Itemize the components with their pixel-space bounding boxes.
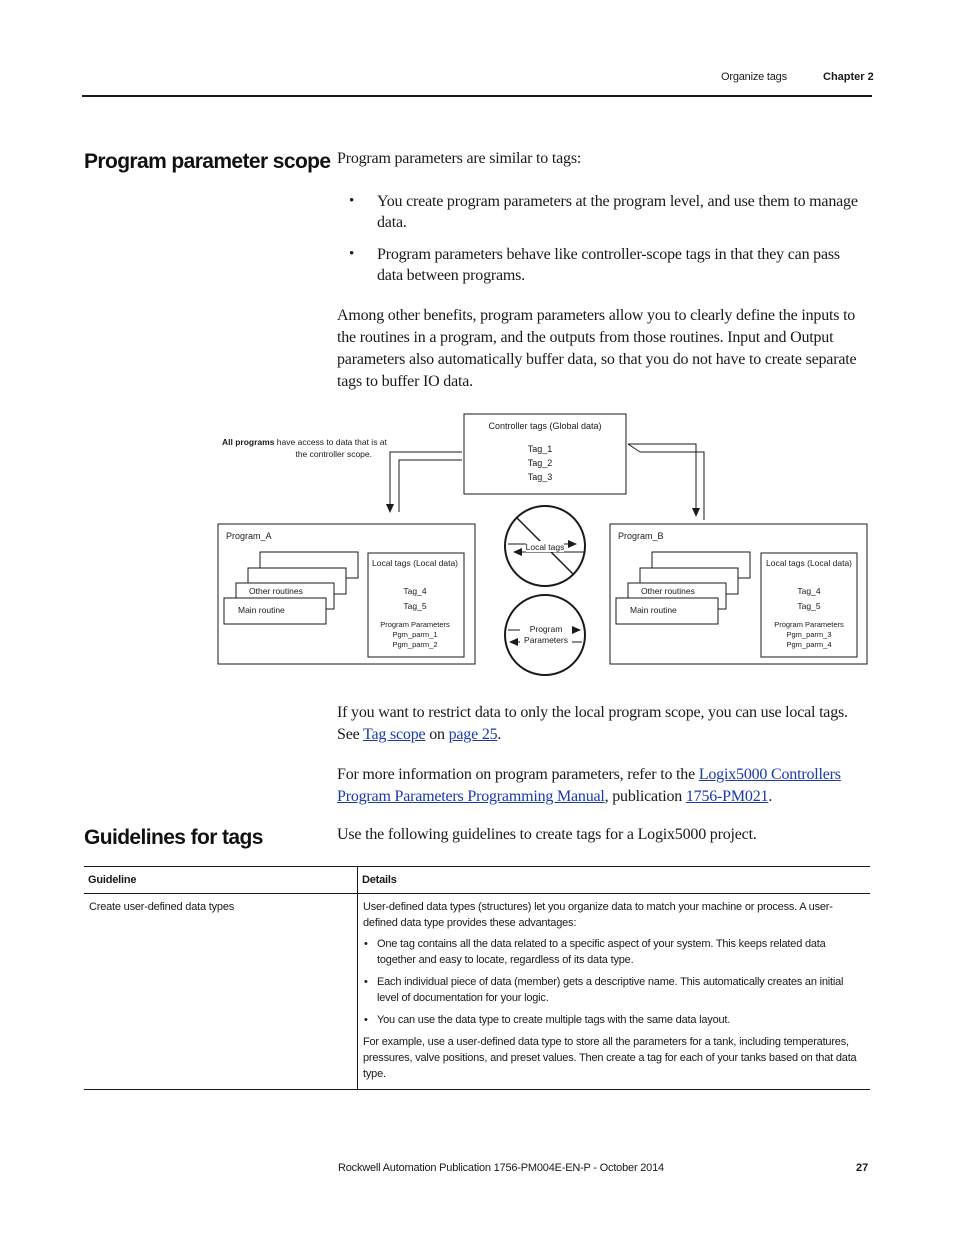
more-info-paragraph: For more information on program parameters, refer to the Logix5000 Controllers Program Parameters Programming Manual, publication 1756-PM021.: [337, 766, 841, 805]
program-parameters-label-line2: Parameters: [524, 635, 568, 645]
list-item: • Program parameters behave like controller-scope tags in that they can pass data between programs.: [337, 244, 867, 286]
list-item: • You can use the data type to create multiple tags with the same data layout.: [363, 1012, 865, 1028]
table-header-details: Details: [358, 867, 871, 894]
program-b-main-routine: Main routine: [630, 605, 677, 615]
program-a-param: Pgm_parm_1: [392, 630, 438, 639]
program-b-params-title: Program Parameters: [774, 620, 844, 629]
diagram-annotation-line2: the controller scope.: [295, 449, 372, 459]
header-chapter-label: Chapter 2: [823, 71, 874, 83]
program-a-tag: Tag_4: [403, 586, 427, 596]
arrow-outer-left: [390, 452, 462, 512]
program-a-param: Pgm_parm_2: [392, 640, 438, 649]
header-section-title: Organize tags: [721, 71, 787, 83]
program-b-param: Pgm_parm_3: [786, 630, 832, 639]
table-row: [84, 894, 870, 1090]
table-cell-details: [358, 894, 871, 1090]
program-parameters-manual-link[interactable]: Logix5000 Controllers Program Parameters Programming Manual: [337, 766, 841, 805]
program-a-params-title: Program Parameters: [380, 620, 450, 629]
controller-tags-title: Controller tags (Global data): [488, 421, 602, 431]
details-bullet-list: [363, 936, 865, 1028]
publication-link[interactable]: 1756-PM021: [685, 788, 769, 805]
program-parameters-symbol: [505, 595, 585, 675]
header-rule: [82, 95, 872, 97]
program-a-other-routines: Other routines: [249, 586, 303, 596]
list-item: • You create program parameters at the program level, and use them to manage data.: [337, 191, 867, 233]
arrow-outer-right: [628, 444, 696, 516]
program-b-local-title: Local tags (Local data): [766, 558, 852, 568]
pps-bullet-list: [337, 191, 867, 297]
guidelines-intro: Use the following guidelines to create tags for a Logix5000 project.: [337, 826, 757, 843]
pps-paragraph: Among other benefits, program parameters allow you to clearly define the inputs to the routines in a program, and the outputs from those routines. Input and Output parameters also automatically buffer data, so that you do not have to create separate tags to buffer IO data.: [337, 307, 857, 390]
table-header-guideline: Guideline: [84, 867, 358, 894]
program-b-param: Pgm_parm_4: [786, 640, 832, 649]
heading-program-parameter-scope: Program parameter scope: [84, 150, 331, 173]
heading-guidelines-for-tags: Guidelines for tags: [84, 826, 263, 849]
list-item: • Each individual piece of data (member) gets a descriptive name. This automatically creates an initial level of documentation for your logic.: [363, 974, 865, 1006]
footer-publication: Rockwell Automation Publication 1756-PM004E-EN-P - October 2014: [338, 1162, 664, 1174]
controller-tag: Tag_3: [527, 472, 553, 482]
page-number: 27: [856, 1162, 869, 1174]
arrow-inner-right: [640, 452, 704, 520]
pps-intro: Program parameters are similar to tags:: [337, 150, 582, 167]
diagram-annotation-line1: All programs have access to data that is at: [222, 437, 387, 447]
program-a-main-routine: Main routine: [238, 605, 285, 615]
program-a-tag: Tag_5: [403, 601, 427, 611]
tag-scope-link[interactable]: Tag scope: [363, 726, 426, 743]
program-b-tag: Tag_4: [797, 586, 821, 596]
restrict-paragraph: If you want to restrict data to only the local program scope, you can use local tags. See Tag scope on page 25.: [337, 704, 848, 743]
program-a-local-title: Local tags (Local data): [372, 558, 458, 568]
table-cell-guideline: Create user-defined data types: [84, 894, 358, 1090]
controller-tag: Tag_2: [527, 458, 553, 468]
guidelines-table: [84, 866, 870, 1090]
no-local-tags-symbol: [505, 506, 585, 586]
program-b-tag: Tag_5: [797, 601, 821, 611]
program-b-other-routines: Other routines: [641, 586, 695, 596]
page-25-link[interactable]: page 25: [448, 726, 498, 743]
details-outro: For example, use a user-defined data type to store all the parameters for a tank, including temperatures, pressures, valve positions, and preset values. Then create a tag for each of your tanks based on that data type.: [363, 1036, 857, 1080]
program-a-title: Program_A: [226, 531, 272, 541]
program-b-title: Program_B: [618, 531, 664, 541]
no-local-tags-label: Local tags: [525, 542, 565, 552]
list-item: • One tag contains all the data related to a specific aspect of your system. This keeps related data together and easy to locate, regardless of its data type.: [363, 936, 865, 968]
details-intro: User-defined data types (structures) let you organize data to match your machine or process. A user-defined data type provides these advantages:: [363, 901, 833, 929]
program-scope-diagram: [212, 408, 877, 680]
program-parameters-label-line1: Program: [529, 624, 563, 634]
arrow-inner-left: [399, 460, 462, 512]
controller-tag: Tag_1: [527, 444, 553, 454]
